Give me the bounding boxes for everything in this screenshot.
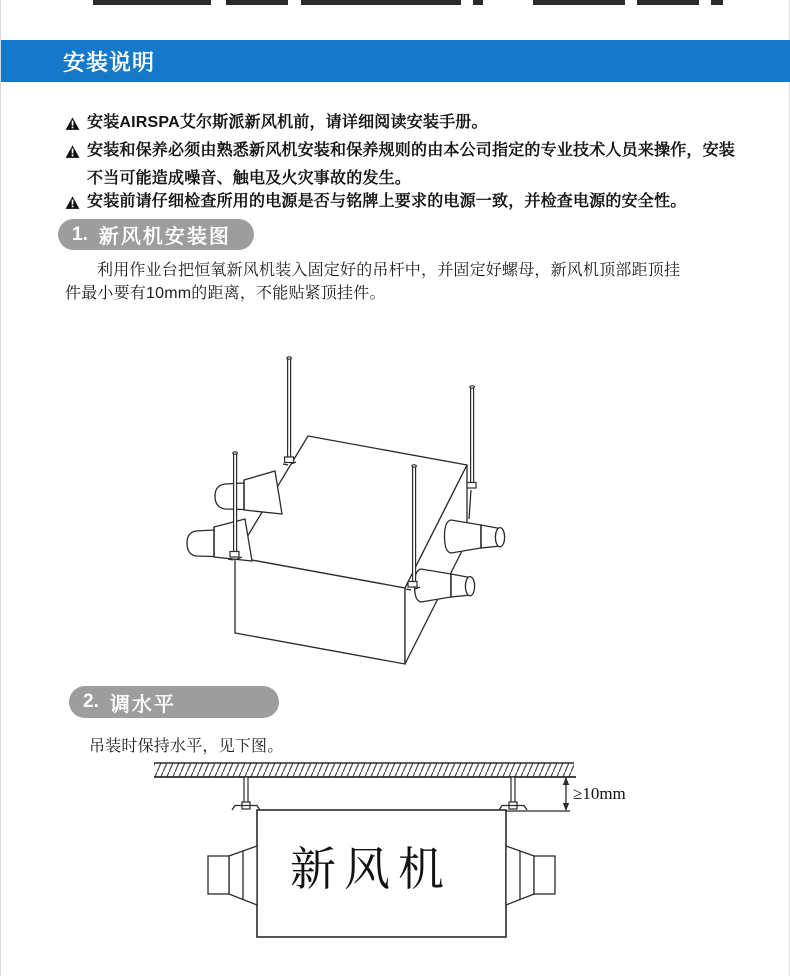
cropped-text-fragment [533, 0, 625, 5]
cropped-text-fragment [301, 0, 461, 5]
section2-number: 2. [83, 691, 99, 712]
unit-label: 新风机 [290, 844, 452, 895]
warning-list [65, 111, 755, 218]
cropped-text-fragment [473, 0, 483, 5]
duct-left [208, 846, 257, 905]
hanging-rod-back [283, 357, 296, 465]
section1-body [65, 259, 755, 305]
body-line: 利用作业台把恒氧新风机装入固定好的吊杆中，并固定好螺母，新风机顶部距顶挂 [97, 262, 681, 279]
hanging-rod-right [467, 386, 476, 519]
duct-right [506, 846, 555, 905]
hanging-rod-right [499, 777, 527, 810]
section1-pill [58, 219, 254, 250]
warning-item [65, 139, 755, 191]
warning-text: 不当可能造成噪音、触电及火灾事故的发生。 [87, 169, 412, 187]
section2-caption: 吊装时保持水平，见下图。 [89, 738, 284, 755]
cropped-text-fragment [93, 0, 211, 5]
dimension-label: ≥10mm [573, 784, 626, 803]
ceiling-hatch [154, 763, 576, 777]
warning-item [65, 111, 755, 139]
duct-spigot-left-upper [215, 471, 282, 514]
body-line: 件最小要有10mm的距离，不能贴紧顶挂件。 [65, 285, 386, 302]
section2-pill [69, 686, 279, 718]
unit-box [235, 436, 467, 664]
section-header-bar [1, 40, 790, 82]
cropped-text-fragment [637, 0, 699, 5]
hanging-rod-left [232, 777, 260, 810]
cropped-text-fragment [226, 0, 288, 5]
warning-triangle-icon [65, 111, 80, 139]
section1-title: 新风机安装图 [98, 226, 231, 248]
duct-spigot-right-lower [415, 569, 475, 602]
iso-installation-diagram [111, 330, 671, 680]
warning-text: 安装AIRSPA艾尔斯派新风机前，请详细阅读安装手册。 [87, 114, 488, 131]
cropped-text-fragment [711, 0, 723, 5]
page-title: 安装说明 [63, 49, 156, 75]
warning-item [65, 190, 755, 218]
level-diagram [121, 758, 681, 976]
section1-number: 1. [72, 223, 88, 245]
duct-spigot-left-lower [187, 519, 252, 561]
warning-triangle-icon [65, 139, 80, 167]
section2-title: 调水平 [109, 693, 176, 716]
warning-text: 安装前请仔细检查所用的电源是否与铭牌上要求的电源一致，并检查电源的安全性。 [87, 193, 687, 211]
warning-text: 安装和保养必须由熟悉新风机安装和保养规则的由本公司指定的专业技术人员来操作，安装 [87, 141, 736, 159]
duct-spigot-right-upper [445, 520, 505, 553]
warning-triangle-icon [65, 190, 80, 218]
